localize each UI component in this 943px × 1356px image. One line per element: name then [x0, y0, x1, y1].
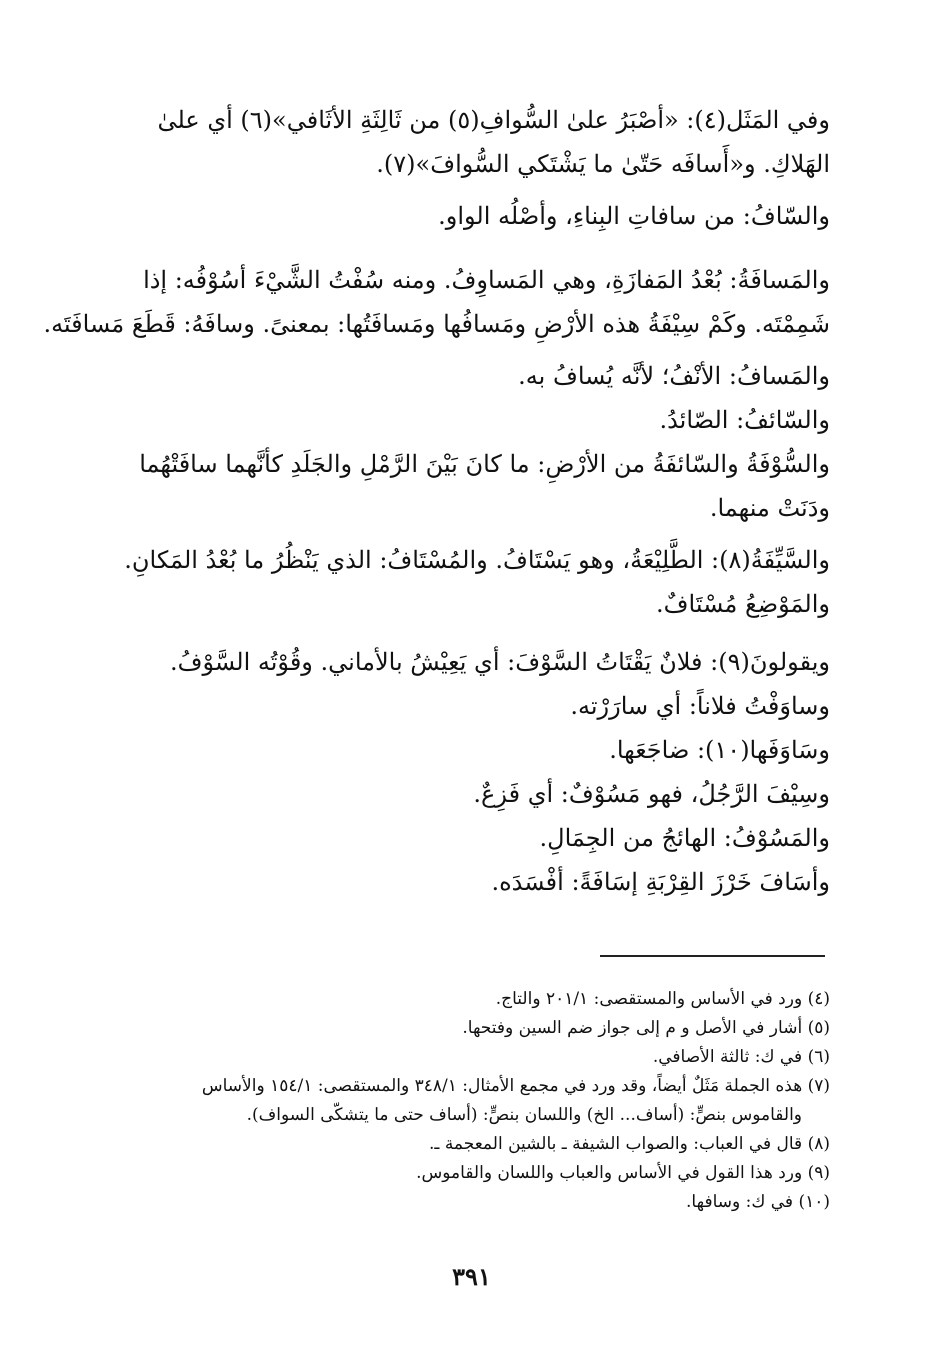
text-line: وفي المَثَل(٤): «أصْبَرُ علىٰ السُّوافِ(٥) من ثَالِثَةِ الأثَافي»(٦) أي علىٰ — [157, 106, 830, 134]
text-line: شَمِمْتَه. وكَمْ سِيْفَةُ هذه الأرْضِ ومَسافُها ومَسافَتُها: بمعنىً. وسافَهُ: قَطَعَ مَسافَتَه. — [43, 310, 830, 338]
footnote-4: (٤) ورد في الأساس والمستقصى: ٢٠١/١ والتاج. — [495, 989, 830, 1009]
text-line: ويقولونَ(٩): فلانٌ يَقْتَاتُ السَّوْفَ: أي يَعِيْشُ بالأماني. وقُوْتُه السَّوْفُ. — [169, 648, 830, 676]
footnote-6: (٦) في ك: ثالثة الأصافي. — [652, 1047, 830, 1067]
text-line: والمَسُوْفُ: الهائجُ من الجِمَالِ. — [539, 824, 830, 852]
paragraph-6 — [110, 442, 830, 530]
text-line: والمَسافُ: الأنْفُ؛ لأنَّه يُسافُ به. — [518, 362, 830, 390]
text-line: ودَنَتْ منهما. — [709, 494, 830, 522]
text-line: والسَّيِّفَةُ(٨): الطَّلِيْعَةُ، وهو يَسْتَافُ. والمُسْتَافُ: الذي يَنْظُرُ ما بُعْدُ المَكانِ. — [124, 546, 830, 574]
footnote-separator — [600, 955, 825, 957]
paragraph-2 — [110, 194, 830, 238]
footnote-5: (٥) أشار في الأصل و م إلى جواز ضم السين وفتحها. — [462, 1018, 830, 1038]
footnote-7-continuation: والقاموس بنصٍّ: (أساف... الخ) واللسان بنصٍّ: (أساف حتى ما يتشكّى السواف). — [246, 1105, 802, 1125]
paragraph-1 — [110, 98, 830, 186]
text-line: وأسَافَ خَرْزَ القِرْبَةِ إسَافَةً: أفْسَدَه. — [491, 868, 830, 896]
text-line: وسِيْفَ الرَّجُلُ، فهو مَسُوْفٌ: أي فَزِعٌ. — [473, 780, 830, 808]
text-line: والسّائفُ: الصّائدُ. — [659, 406, 830, 434]
text-line: والمَسافَةُ: بُعْدُ المَفازَةِ، وهي المَساوِفُ. ومنه سُفْتُ الشَّيْءَ أسُوْفُه: إذا — [143, 266, 830, 294]
main-text — [43, 98, 830, 904]
footnote-7: (٧) هذه الجملة مَثَلٌ أيضاً، وقد ورد في مجمع الأمثال: ٣٤٨/١ والمستقصى: ١٥٤/١ والأساس — [201, 1076, 830, 1096]
text-line: والمَوْضِعُ مُسْتَافٌ. — [656, 590, 830, 618]
footnote-8: (٨) قال في العباب: والصواب الشيفة ـ بالشين المعجمة ـ. — [429, 1134, 830, 1154]
text-line: والسّافُ: من سافاتِ البِناءِ، وأصْلُه الواو. — [438, 202, 830, 230]
footnote-9: (٩) ورد هذا القول في الأساس والعباب واللسان والقاموس. — [416, 1163, 830, 1183]
text-line: وسَاوَفَها(١٠): ضاجَعَها. — [609, 736, 830, 764]
paragraph-5 — [110, 398, 830, 442]
text-line: والسُّوْفَةُ والسّائفَةُ من الأرْضِ: ما كانَ بَيْنَ الرَّمْلِ والجَلَدِ كأنَّهما سافَتْهُما — [139, 450, 830, 478]
text-line: وساوَفْتُ فلاناً: أي سارَرْته. — [570, 692, 830, 720]
text-line: الهَلاكِ. و«أَسافَه حَتّىٰ ما يَشْتَكي السُّوافَ»(٧). — [376, 150, 830, 178]
paragraph-3 — [43, 258, 830, 346]
paragraph-4 — [110, 354, 830, 398]
footnotes — [110, 985, 830, 1217]
page-number: ٣٩١ — [452, 1262, 491, 1291]
paragraph-8 — [110, 640, 830, 904]
paragraph-7 — [110, 538, 830, 626]
footnote-10: (١٠) في ك: وسافها. — [686, 1192, 830, 1212]
